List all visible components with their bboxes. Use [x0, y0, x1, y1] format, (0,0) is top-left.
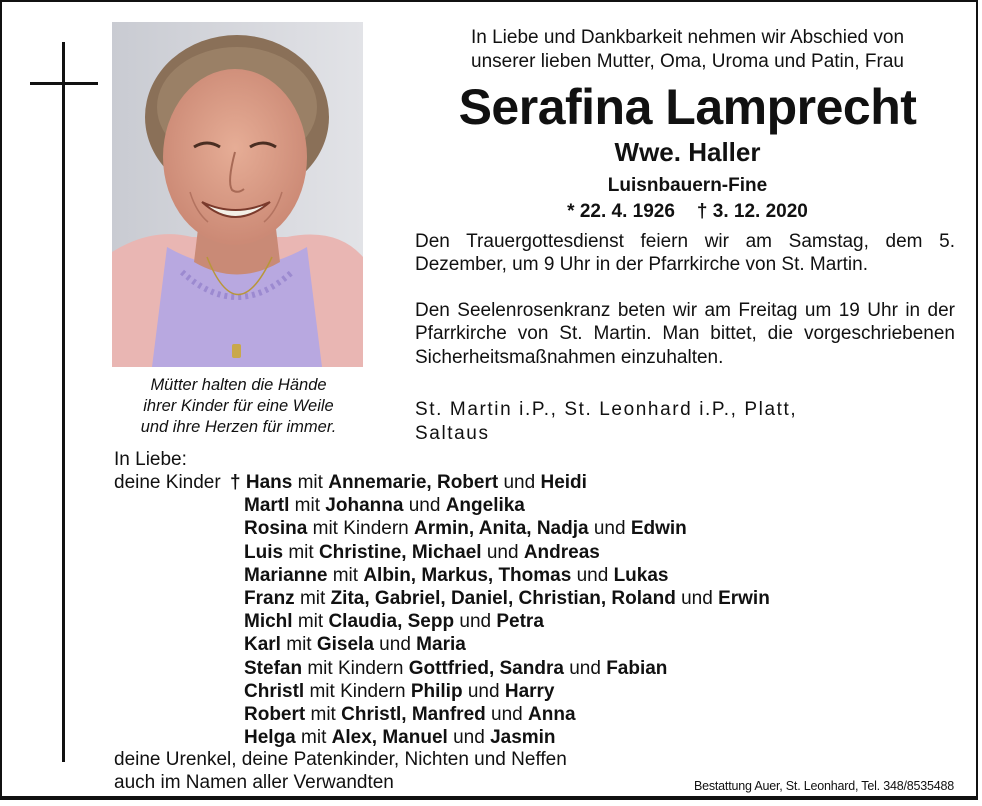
child-entry [244, 703, 944, 726]
child-and: und [498, 472, 541, 493]
child-name: Luis [244, 541, 284, 563]
child-entry [244, 610, 944, 633]
child-with: mit [289, 495, 326, 517]
quote-line: Mütter halten die Hände [150, 376, 327, 394]
child-name: Martl [244, 495, 290, 517]
child-and: und [373, 634, 417, 656]
child-with: mit Kindern [304, 680, 411, 702]
child-and: und [403, 495, 446, 517]
child-name: Michl [244, 611, 293, 633]
child-and: und [447, 727, 491, 749]
child-entry [244, 541, 944, 564]
quote-line: und ihre Herzen für immer. [140, 418, 337, 436]
birth-date: * 22. 4. 1926 [567, 201, 675, 222]
grandchild-last-name: Anna [528, 704, 576, 726]
grandchild-last-name: Jasmin [490, 727, 556, 749]
grandchildren-names: Zita, Gabriel, Daniel, Christian, Roland [330, 588, 676, 610]
grandchild-last-name: Lukas [613, 564, 669, 586]
death-date: † 3. 12. 2020 [696, 201, 808, 222]
child-name: Karl [244, 634, 281, 656]
child-name: Christl [244, 680, 305, 702]
child-with: mit [292, 611, 329, 633]
grandchildren-names: Philip [410, 680, 463, 702]
intro-line: unserer lieben Mutter, Oma, Uroma und Patin, Frau [471, 51, 904, 72]
child-name: Franz [244, 588, 295, 610]
grandchild-last-name: Fabian [606, 657, 668, 679]
widow-name: Wwe. Haller [614, 137, 761, 167]
child-entry [244, 657, 944, 680]
child-entry [244, 564, 944, 587]
life-dates [415, 200, 960, 224]
grandchild-last-name: Harry [504, 680, 555, 702]
grandchild-last-name: Erwin [718, 588, 770, 610]
grandchildren-names: Gisela [316, 634, 374, 656]
child-and: und [485, 704, 529, 726]
grandchildren-names: Alex, Manuel [331, 727, 448, 749]
cross-icon [62, 42, 65, 762]
child-entry [244, 494, 944, 517]
child-with: mit [305, 704, 342, 726]
child-and: und [588, 518, 631, 540]
child-entry [244, 587, 944, 610]
child-name: Rosina [244, 518, 308, 540]
intro-text [415, 26, 960, 74]
memorial-quote [114, 375, 363, 438]
places-line: Saltaus [415, 423, 490, 444]
quote-line: ihrer Kinder für eine Weile [143, 397, 334, 415]
child-entry [244, 517, 944, 540]
rosary-paragraph: Den Seelenrosenkranz beten wir am Freitag um 19 Uhr in der Pfarrkirche von St. Martin. Man bittet, die vorgeschriebenen Sicherheitsmaßnahmen einzuhalten. [415, 300, 955, 368]
child-entry [244, 633, 944, 656]
grandchild-last-name: Angelika [445, 495, 525, 517]
child-with: mit [283, 541, 319, 563]
child-and: und [563, 657, 607, 679]
child-and: und [462, 680, 505, 702]
nickname: Luisnbauern-Fine [607, 175, 768, 196]
children-label [114, 471, 221, 494]
grandchild-last-name: Maria [416, 634, 466, 656]
great-grandchildren-line: deine Urenkel, deine Patenkinder, Nichten und Neffen [114, 749, 567, 770]
child-and: und [454, 611, 497, 633]
child-with: mit [295, 727, 332, 749]
child-with: mit Kindern [302, 657, 409, 679]
grandchild-last-name: Edwin [630, 518, 687, 540]
child-with: mit Kindern [307, 518, 415, 540]
child-entry [230, 471, 944, 494]
cross-icon-bar [30, 82, 98, 85]
grandchildren-names: Albin, Markus, Thomas [363, 564, 572, 586]
child-name: Marianne [244, 564, 328, 586]
deceased-name: Serafina Lamprecht [458, 79, 917, 135]
child-and: und [675, 588, 719, 610]
grandchildren-names: Claudia, Sepp [328, 611, 455, 633]
grandchild-last-name: Andreas [523, 541, 600, 563]
places-line: St. Martin i.P., St. Leonhard i.P., Platt, [415, 399, 798, 420]
grandchild-last-name: Heidi [540, 472, 587, 493]
child-with: mit [280, 634, 317, 656]
grandchildren-names: Christine, Michael [318, 541, 482, 563]
intro-line: In Liebe und Dankbarkeit nehmen wir Abschied von [470, 27, 905, 48]
child-with: mit [292, 472, 329, 493]
children-list [230, 471, 944, 749]
child-name: Robert [244, 704, 306, 726]
child-name: Hans [245, 472, 293, 493]
relatives-line: auch im Namen aller Verwandten [114, 772, 394, 793]
service-paragraph: Den Trauergottesdienst feiern wir am Samstag, dem 5. Dezember, um 9 Uhr in der Pfarrkirche von St. Martin. [415, 231, 955, 276]
in-love-heading: In Liebe: [114, 449, 187, 470]
grandchild-last-name: Petra [496, 611, 544, 633]
grandchildren-names: Christl, Manfred [341, 704, 486, 726]
places [415, 398, 960, 446]
child-entry [244, 726, 944, 749]
dagger-icon: † [230, 472, 246, 493]
grandchildren-names: Annemarie, Robert [328, 472, 499, 493]
child-name: Stefan [244, 657, 303, 679]
child-and: und [481, 541, 524, 563]
grandchildren-names: Johanna [325, 495, 404, 517]
child-entry [244, 680, 944, 703]
grandchildren-names: Gottfried, Sandra [408, 657, 564, 679]
child-with: mit [294, 588, 331, 610]
grandchildren-names: Armin, Anita, Nadja [414, 518, 589, 540]
child-with: mit [327, 564, 364, 586]
funeral-home: Bestattung Auer, St. Leonhard, Tel. 348/8535488 [693, 779, 954, 793]
child-name: Helga [244, 727, 296, 749]
children-label-text: deine Kinder [114, 472, 221, 493]
child-and: und [571, 564, 614, 586]
portrait-photo [112, 22, 363, 367]
